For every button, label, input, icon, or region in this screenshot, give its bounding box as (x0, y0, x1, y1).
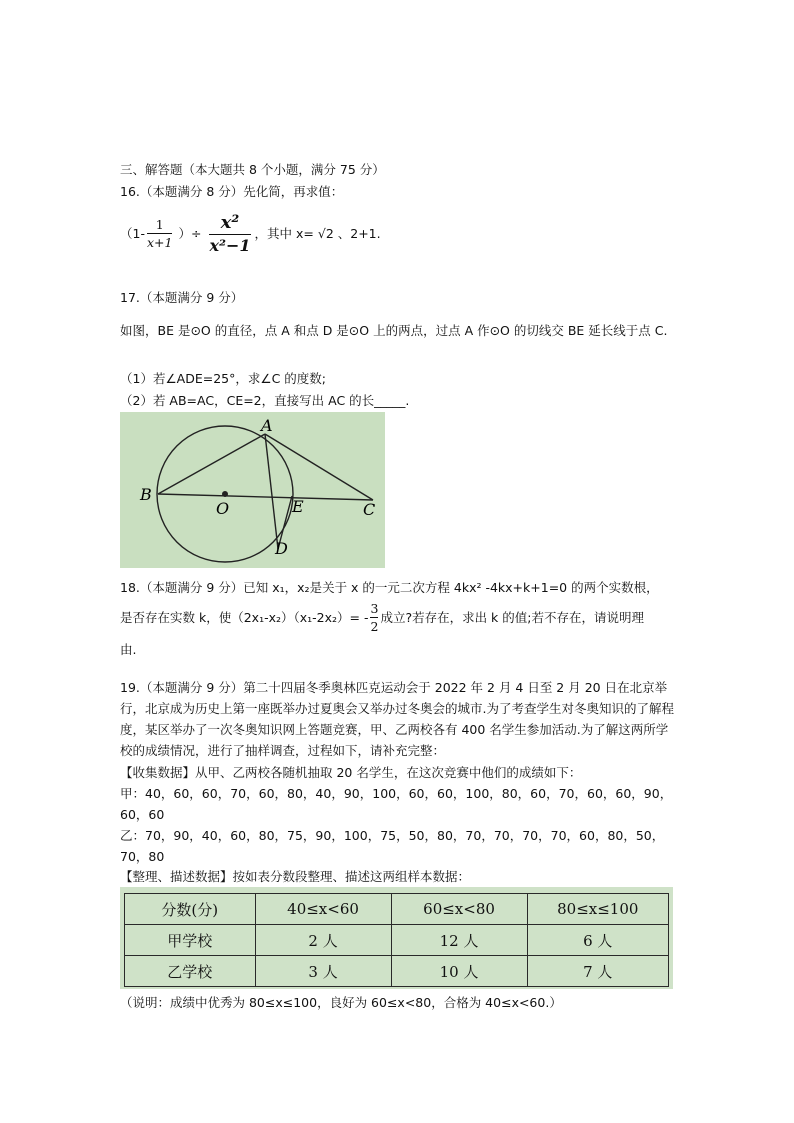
label-e: E (292, 497, 304, 516)
line-ac (265, 434, 373, 500)
q19-jia-scores: 甲：40，60，60，70，60，80，40，90，100，60，60，100，80，60，70，60，60，90，60，60 (120, 786, 673, 822)
table-row (125, 956, 669, 987)
score-table-image (120, 887, 673, 989)
q16-fraction-2 (209, 212, 250, 255)
table-header-cell: 40≤x<60 (255, 894, 391, 925)
label-d: D (275, 539, 288, 558)
table-header-cell: 分数(分) (125, 894, 256, 925)
table-cell: 7 人 (527, 956, 668, 987)
q16-frac2-num: x² (220, 211, 240, 233)
table-cell: 乙学校 (125, 956, 256, 987)
table-header-cell: 60≤x<80 (391, 894, 527, 925)
q18-line3: 由. (120, 642, 137, 657)
label-c: C (363, 500, 376, 519)
center-point (222, 491, 228, 497)
geometry-figure (120, 412, 385, 568)
table-cell: 12 人 (391, 925, 527, 956)
table-cell: 3 人 (255, 956, 391, 987)
q16-divide: ）÷ (178, 226, 202, 241)
q17-part1: （1）若∠ADE=25°，求∠C 的度数; (120, 371, 326, 386)
q16-fraction-1 (147, 217, 172, 250)
table-cell: 2 人 (255, 925, 391, 956)
table-header-row (125, 894, 669, 925)
table-cell: 10 人 (391, 956, 527, 987)
q17-part2: （2）若 AB=AC，CE=2，直接写出 AC 的长_____. (120, 393, 410, 408)
score-table (124, 893, 669, 987)
q16-header: 16.（本题满分 8 分）先化简，再求值： (120, 184, 344, 199)
q18-line1: 18.（本题满分 9 分）已知 x₁，x₂是关于 x 的一元二次方程 4kx² -4kx+k+1=0 的两个实数根， (120, 580, 659, 595)
label-o: O (216, 499, 230, 518)
line-ad (265, 434, 278, 549)
q16-frac1-den: x+1 (146, 234, 173, 250)
q19-yi-scores: 乙：70，90，40，60，80，75，90，100，75，50，80，70，70，70，70，60，80，50，70，80 (120, 828, 665, 864)
circle-diagram (120, 412, 385, 568)
q17-body: 如图，BE 是⊙O 的直径，点 A 和点 D 是⊙O 上的两点，过点 A 作⊙O 的切线交 BE 延长线于点 C. (120, 323, 668, 338)
q16-tail: ，其中 x= √2 、2+1. (254, 226, 381, 241)
section-title: 三、解答题（本大题共 8 个小题，满分 75 分） (120, 162, 385, 177)
q19-intro: 19.（本题满分 9 分）第二十四届冬季奥林匹克运动会于 2022 年 2 月 4 日至 2 月 20 日在北京举行，北京成为历史上第一座既举办过夏奥会又举办过冬奥会的城市.为了考查学生对冬奥知识的了解程度，某区举办了一次冬奥知识网上答题竞赛，甲、乙两校各有 400 名学生参加活动.为了解这两所学校的成绩情况，进行了抽样调查，过程如下，请补充完整： (120, 680, 674, 758)
q19-note: （说明：成绩中优秀为 80≤x≤100，良好为 60≤x<80，合格为 40≤x<60.） (120, 995, 562, 1010)
q16-frac1-num: 1 (155, 216, 164, 232)
q16-open: （1- (120, 226, 145, 241)
label-b: B (140, 485, 152, 504)
label-a: A (261, 416, 273, 435)
q18-fraction (370, 601, 378, 634)
line-ab (158, 434, 265, 494)
q18-line2-end: 成立?若存在，求出 k 的值;若不存在，请说明理 (380, 610, 644, 625)
table-header-cell: 80≤x≤100 (527, 894, 668, 925)
table-cell: 甲学校 (125, 925, 256, 956)
q16-expression (120, 205, 381, 261)
q18-line2-start: 是否存在实数 k，使（2x₁-x₂）（x₁-2x₂）= - (120, 610, 369, 625)
q17-header: 17.（本题满分 9 分） (120, 290, 244, 305)
q18-line2 (120, 596, 644, 638)
q18-frac-den: 2 (370, 618, 379, 634)
line-bc (158, 494, 373, 500)
q16-frac2-den: x²−1 (209, 235, 251, 255)
q18-frac-num: 3 (370, 600, 379, 616)
q19-organize: 【整理、描述数据】按如表分数段整理、描述这两组样本数据： (120, 869, 471, 884)
table-cell: 6 人 (527, 925, 668, 956)
q19-collect: 【收集数据】从甲、乙两校各随机抽取 20 名学生，在这次竞赛中他们的成绩如下： (120, 765, 582, 780)
table-row (125, 925, 669, 956)
